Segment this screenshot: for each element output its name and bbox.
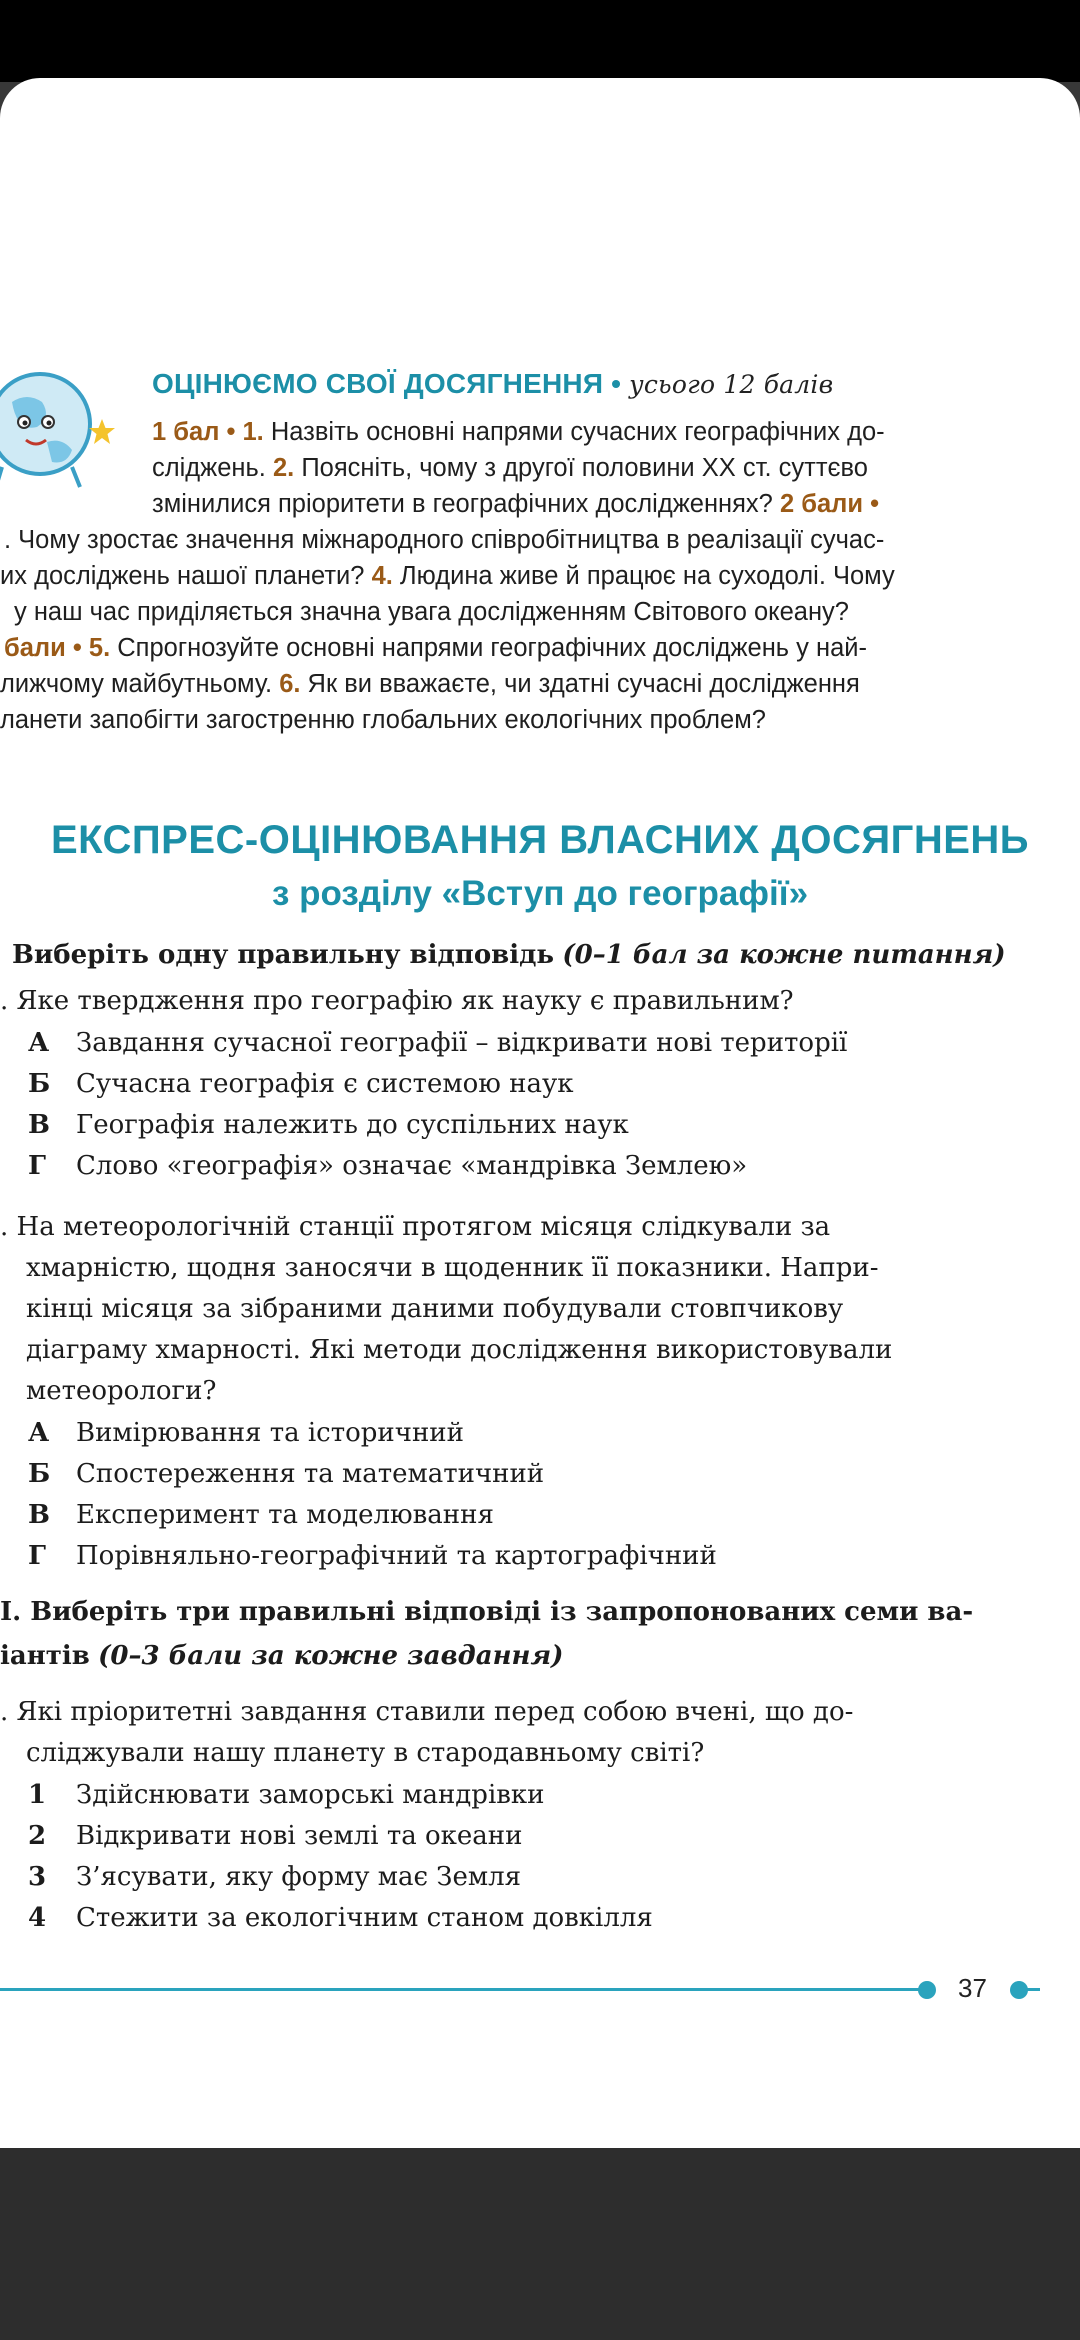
footer-line-end <box>1026 1988 1040 1991</box>
section1-line <box>152 418 885 447</box>
section1-text-part: . Чому зростає значення міжнародного співробітництва в реалізації сучас- <box>4 526 885 554</box>
question-1: . Яке твердження про географію як науку є правильним? <box>0 986 794 1016</box>
option-letter: 3 <box>28 1862 47 1892</box>
section1-text-part: сліджень. <box>152 454 273 482</box>
section1-text-part: ланети запобігти загостренню глобальних екологічних проблем? <box>0 706 766 734</box>
option-text: Вимірювання та історичний <box>76 1418 464 1448</box>
section1-text-part: лижчому майбутньому. <box>0 670 280 698</box>
footer-bullet-icon <box>918 1981 936 1999</box>
part2-heading-line2 <box>0 1641 564 1671</box>
option-text: Порівняльно-географічний та картографічний <box>76 1541 717 1571</box>
section-title <box>152 368 833 400</box>
option-text: З’ясувати, яку форму має Земля <box>76 1862 522 1892</box>
section1-line <box>152 490 879 519</box>
option-text: Стежити за екологічним станом довкілля <box>76 1903 653 1933</box>
part2-heading-line1-text: I. Виберіть три правильні відповіді із запропонованих семи ва- <box>0 1597 974 1627</box>
option-text: Відкривати нові землі та океани <box>76 1821 523 1851</box>
title-bullet: • <box>611 368 622 399</box>
option-text: Сучасна географія є системою наук <box>76 1069 574 1099</box>
section1-line <box>4 634 867 663</box>
question-line: метеорологи? <box>26 1376 217 1406</box>
option-text: Спостереження та математичний <box>76 1459 545 1489</box>
section1-text-part: Людина живе й працює на суходолі. Чому <box>392 562 895 590</box>
part1-heading <box>12 940 1006 970</box>
question-line: кінці місяця за зібраними даними побудували стовпчикову <box>26 1294 844 1324</box>
page-number: 37 <box>958 1973 987 2003</box>
question-line: . Які пріоритетні завдання ставили перед собою вчені, що до- <box>0 1697 854 1727</box>
option-letter: 2 <box>28 1821 47 1851</box>
question-line: сліджували нашу планету в стародавньому світі? <box>26 1738 705 1768</box>
option-letter: В <box>28 1500 50 1530</box>
option-text: Здійснювати заморські мандрівки <box>76 1780 545 1810</box>
section1-line <box>0 706 766 735</box>
viewer-bottom-background <box>0 2148 1080 2340</box>
part1-heading-italic: (0–1 бал за кожне питання) <box>562 940 1006 970</box>
part2-heading-line1 <box>0 1597 973 1627</box>
section1-line <box>0 670 860 699</box>
status-bar-area <box>0 0 1080 82</box>
star-icon <box>88 418 116 446</box>
section1-text-part: Поясніть, чому з другої половини XX ст. суттєво <box>294 454 868 482</box>
option-letter: 1 <box>28 1780 47 1810</box>
option-letter: Г <box>28 1541 46 1571</box>
footer-line <box>0 1988 928 1991</box>
option-letter: А <box>28 1418 50 1448</box>
option-text: Слово «географія» означає «мандрівка Землею» <box>76 1151 748 1181</box>
section1-line <box>14 598 849 627</box>
question-line: . На метеорологічній станції протягом місяця слідкували за <box>0 1212 831 1242</box>
option-letter: А <box>28 1028 50 1058</box>
section1-text-part: Назвіть основні напрями сучасних географічних до- <box>263 418 885 446</box>
globe-mascot-icon <box>0 362 102 492</box>
option-letter: 4 <box>28 1903 47 1933</box>
section1-text-part: бали • 5. <box>4 634 111 662</box>
express-subtitle: з розділу «Вступ до географії» <box>271 874 809 913</box>
option-letter: В <box>28 1110 50 1140</box>
total-score: усього 12 балів <box>629 370 834 399</box>
option-letter: Г <box>28 1151 46 1181</box>
option-letter: Б <box>28 1459 51 1489</box>
question-line: діаграму хмарності. Які методи дослідження використовували <box>26 1335 893 1365</box>
option-text: Географія належить до суспільних наук <box>76 1110 629 1140</box>
section1-text-part: 2. <box>272 454 295 482</box>
part2-heading-bold: іантів <box>0 1641 90 1671</box>
section1-text-part: 2 бали • <box>779 490 880 518</box>
section1-text-part: 6. <box>279 670 301 698</box>
question-line: хмарністю, щодня заносячи в щоденник її показники. Напри- <box>26 1253 879 1283</box>
section1-text-part: их досліджень нашої планети? <box>0 562 372 590</box>
part2-heading-italic: (0–3 бали за кожне завдання) <box>98 1641 564 1671</box>
option-text: Експеримент та моделювання <box>76 1500 494 1530</box>
section1-line <box>152 454 868 483</box>
section-title-text: ОЦІНЮЄМО СВОЇ ДОСЯГНЕННЯ <box>152 368 604 399</box>
section1-text-part: у наш час приділяється значна увага дослідженням Світового океану? <box>14 598 849 626</box>
section1-text-part: 4. <box>371 562 393 590</box>
part1-heading-bold: Виберіть одну правильну відповідь <box>12 940 555 970</box>
section1-text-part: Спрогнозуйте основні напрями географічних досліджень у най- <box>110 634 868 662</box>
section1-text-part: 1 бал • 1. <box>152 418 264 446</box>
option-letter: Б <box>28 1069 51 1099</box>
option-text: Завдання сучасної географії – відкривати нові території <box>76 1028 848 1058</box>
express-title: ЕКСПРЕС-ОЦІНЮВАННЯ ВЛАСНИХ ДОСЯГНЕНЬ <box>50 818 1030 862</box>
section1-text-part: змінилися пріоритети в географічних дослідженнях? <box>152 490 780 518</box>
section1-line <box>4 526 884 555</box>
section1-line <box>0 562 895 591</box>
section1-text-part: Як ви вважаєте, чи здатні сучасні дослідження <box>300 670 860 698</box>
